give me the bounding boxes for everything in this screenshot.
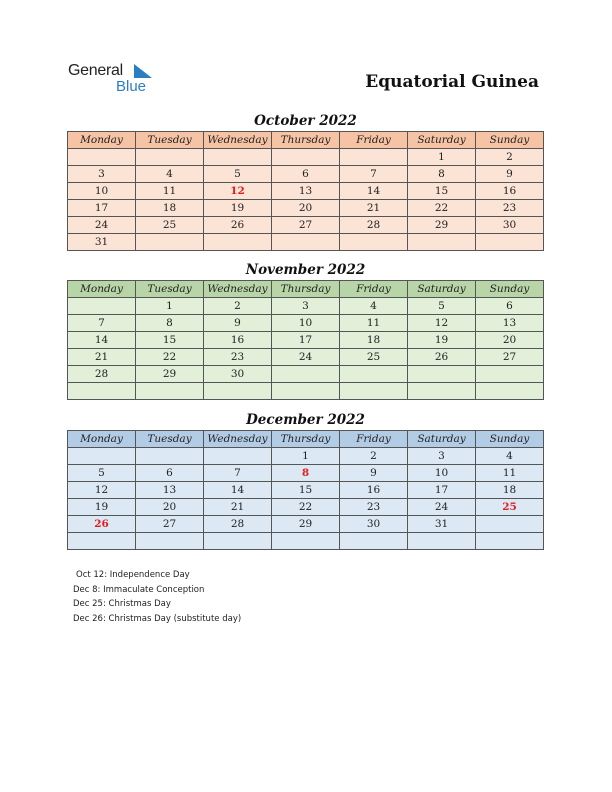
day-cell: 26: [408, 349, 476, 366]
day-cell: 20: [272, 200, 340, 217]
day-cell: 4: [340, 298, 408, 315]
day-cell: 5: [408, 298, 476, 315]
day-cell: 10: [68, 183, 136, 200]
empty-cell: [272, 383, 340, 400]
empty-cell: [340, 533, 408, 550]
day-cell: 2: [340, 448, 408, 465]
day-cell: 1: [136, 298, 204, 315]
day-cell: 27: [476, 349, 544, 366]
day-cell: 29: [408, 217, 476, 234]
day-cell: 25: [340, 349, 408, 366]
day-cell: 4: [476, 448, 544, 465]
day-cell: 15: [136, 332, 204, 349]
empty-cell: [272, 366, 340, 383]
day-cell: 25: [136, 217, 204, 234]
day-cell: 14: [340, 183, 408, 200]
empty-cell: [272, 234, 340, 251]
day-cell: 18: [136, 200, 204, 217]
day-cell: 10: [408, 465, 476, 482]
week-row: [68, 200, 544, 217]
day-cell: 24: [272, 349, 340, 366]
weekday-header: Wednesday: [204, 281, 272, 298]
empty-cell: [476, 516, 544, 533]
week-row: [68, 183, 544, 200]
weekday-header: Thursday: [272, 431, 340, 448]
weekday-header: Friday: [340, 281, 408, 298]
day-cell: 6: [136, 465, 204, 482]
logo-general-text: General: [68, 62, 123, 79]
country-title: Equatorial Guinea: [365, 72, 539, 92]
weekday-header: Sunday: [476, 281, 544, 298]
weekday-header: Saturday: [408, 132, 476, 149]
day-cell: 28: [68, 366, 136, 383]
empty-cell: [408, 383, 476, 400]
week-row: [68, 499, 544, 516]
day-cell: 17: [68, 200, 136, 217]
day-cell: 2: [476, 149, 544, 166]
empty-cell: [476, 383, 544, 400]
day-cell: 13: [476, 315, 544, 332]
empty-cell: [408, 234, 476, 251]
holiday-note: Oct 12: Independence Day: [76, 570, 190, 580]
day-cell: 21: [204, 499, 272, 516]
weekday-header: Tuesday: [136, 132, 204, 149]
month-october: [67, 111, 544, 251]
month-title: October 2022: [254, 113, 357, 129]
day-cell: 3: [408, 448, 476, 465]
empty-cell: [68, 533, 136, 550]
day-cell: 31: [68, 234, 136, 251]
day-cell: 11: [136, 183, 204, 200]
day-cell: 23: [204, 349, 272, 366]
day-cell: 11: [340, 315, 408, 332]
day-cell: 23: [476, 200, 544, 217]
week-row: [68, 383, 544, 400]
day-cell: 24: [408, 499, 476, 516]
week-row: [68, 166, 544, 183]
day-cell: 5: [68, 465, 136, 482]
day-cell: 3: [272, 298, 340, 315]
holiday-note: Dec 8: Immaculate Conception: [73, 584, 205, 595]
day-cell: 14: [204, 482, 272, 499]
week-row: [68, 349, 544, 366]
day-cell: 10: [272, 315, 340, 332]
day-cell: 22: [272, 499, 340, 516]
month-november: [67, 260, 544, 400]
day-cell: 8: [272, 465, 340, 482]
day-cell: 26: [68, 516, 136, 533]
day-cell: 23: [340, 499, 408, 516]
empty-cell: [476, 234, 544, 251]
empty-cell: [408, 533, 476, 550]
weekday-header: Monday: [68, 281, 136, 298]
day-cell: 31: [408, 516, 476, 533]
week-row: [68, 298, 544, 315]
day-cell: 17: [408, 482, 476, 499]
day-cell: 19: [204, 200, 272, 217]
weekday-header: Saturday: [408, 281, 476, 298]
day-cell: 6: [272, 166, 340, 183]
empty-cell: [204, 533, 272, 550]
empty-cell: [340, 383, 408, 400]
week-row: [68, 482, 544, 499]
empty-cell: [68, 298, 136, 315]
empty-cell: [136, 448, 204, 465]
day-cell: 7: [340, 166, 408, 183]
empty-cell: [68, 383, 136, 400]
day-cell: 9: [340, 465, 408, 482]
weekday-header: Tuesday: [136, 431, 204, 448]
day-cell: 15: [408, 183, 476, 200]
week-row: [68, 533, 544, 550]
empty-cell: [204, 383, 272, 400]
weekday-header: Sunday: [476, 132, 544, 149]
empty-cell: [204, 448, 272, 465]
empty-cell: [136, 533, 204, 550]
day-cell: 20: [136, 499, 204, 516]
weekday-header: Saturday: [408, 431, 476, 448]
calendar-grid: [67, 430, 544, 550]
week-row: [68, 234, 544, 251]
empty-cell: [272, 149, 340, 166]
day-cell: 1: [408, 149, 476, 166]
empty-cell: [476, 533, 544, 550]
day-cell: 30: [476, 217, 544, 234]
day-cell: 7: [204, 465, 272, 482]
day-cell: 29: [272, 516, 340, 533]
day-cell: 26: [204, 217, 272, 234]
weekday-header: Thursday: [272, 281, 340, 298]
day-cell: 17: [272, 332, 340, 349]
day-cell: 21: [340, 200, 408, 217]
day-cell: 12: [68, 482, 136, 499]
month-december: [67, 410, 544, 550]
day-cell: 25: [476, 499, 544, 516]
calendar-grid: [67, 280, 544, 400]
day-cell: 8: [136, 315, 204, 332]
week-row: [68, 315, 544, 332]
day-cell: 19: [68, 499, 136, 516]
day-cell: 28: [204, 516, 272, 533]
day-cell: 13: [136, 482, 204, 499]
holiday-notes: [73, 568, 241, 626]
day-cell: 16: [204, 332, 272, 349]
empty-cell: [340, 234, 408, 251]
day-cell: 7: [68, 315, 136, 332]
day-cell: 2: [204, 298, 272, 315]
weekday-header: Monday: [68, 431, 136, 448]
day-cell: 12: [204, 183, 272, 200]
day-cell: 30: [204, 366, 272, 383]
week-row: [68, 448, 544, 465]
day-cell: 12: [408, 315, 476, 332]
day-cell: 8: [408, 166, 476, 183]
day-cell: 15: [272, 482, 340, 499]
month-title: December 2022: [246, 412, 365, 428]
weekday-header: Tuesday: [136, 281, 204, 298]
empty-cell: [204, 234, 272, 251]
holiday-note: Dec 26: Christmas Day (substitute day): [73, 613, 242, 624]
weekday-header: Monday: [68, 132, 136, 149]
day-cell: 16: [340, 482, 408, 499]
day-cell: 19: [408, 332, 476, 349]
calendar-grid: [67, 131, 544, 251]
brand-logo: [68, 60, 168, 96]
week-row: [68, 332, 544, 349]
week-row: [68, 217, 544, 234]
day-cell: 14: [68, 332, 136, 349]
empty-cell: [136, 383, 204, 400]
weekday-header: Thursday: [272, 132, 340, 149]
day-cell: 22: [408, 200, 476, 217]
day-cell: 1: [272, 448, 340, 465]
month-title: November 2022: [245, 262, 366, 278]
day-cell: 20: [476, 332, 544, 349]
week-row: [68, 516, 544, 533]
empty-cell: [476, 366, 544, 383]
day-cell: 21: [68, 349, 136, 366]
day-cell: 13: [272, 183, 340, 200]
weekday-header: Friday: [340, 132, 408, 149]
empty-cell: [272, 533, 340, 550]
empty-cell: [136, 149, 204, 166]
empty-cell: [408, 366, 476, 383]
day-cell: 18: [340, 332, 408, 349]
empty-cell: [340, 366, 408, 383]
weekday-header: Sunday: [476, 431, 544, 448]
empty-cell: [68, 149, 136, 166]
day-cell: 22: [136, 349, 204, 366]
week-row: [68, 149, 544, 166]
empty-cell: [204, 149, 272, 166]
logo-triangle-icon: [134, 64, 152, 78]
weekday-header: Wednesday: [204, 431, 272, 448]
weekday-header: Wednesday: [204, 132, 272, 149]
empty-cell: [340, 149, 408, 166]
day-cell: 9: [476, 166, 544, 183]
empty-cell: [68, 448, 136, 465]
empty-cell: [136, 234, 204, 251]
day-cell: 24: [68, 217, 136, 234]
day-cell: 5: [204, 166, 272, 183]
day-cell: 27: [272, 217, 340, 234]
day-cell: 6: [476, 298, 544, 315]
holiday-note: Dec 25: Christmas Day: [73, 599, 171, 609]
day-cell: 4: [136, 166, 204, 183]
day-cell: 28: [340, 217, 408, 234]
day-cell: 16: [476, 183, 544, 200]
day-cell: 3: [68, 166, 136, 183]
day-cell: 27: [136, 516, 204, 533]
day-cell: 11: [476, 465, 544, 482]
weekday-header: Friday: [340, 431, 408, 448]
week-row: [68, 366, 544, 383]
day-cell: 30: [340, 516, 408, 533]
logo-blue-text: Blue: [116, 78, 147, 95]
week-row: [68, 465, 544, 482]
day-cell: 9: [204, 315, 272, 332]
day-cell: 18: [476, 482, 544, 499]
day-cell: 29: [136, 366, 204, 383]
